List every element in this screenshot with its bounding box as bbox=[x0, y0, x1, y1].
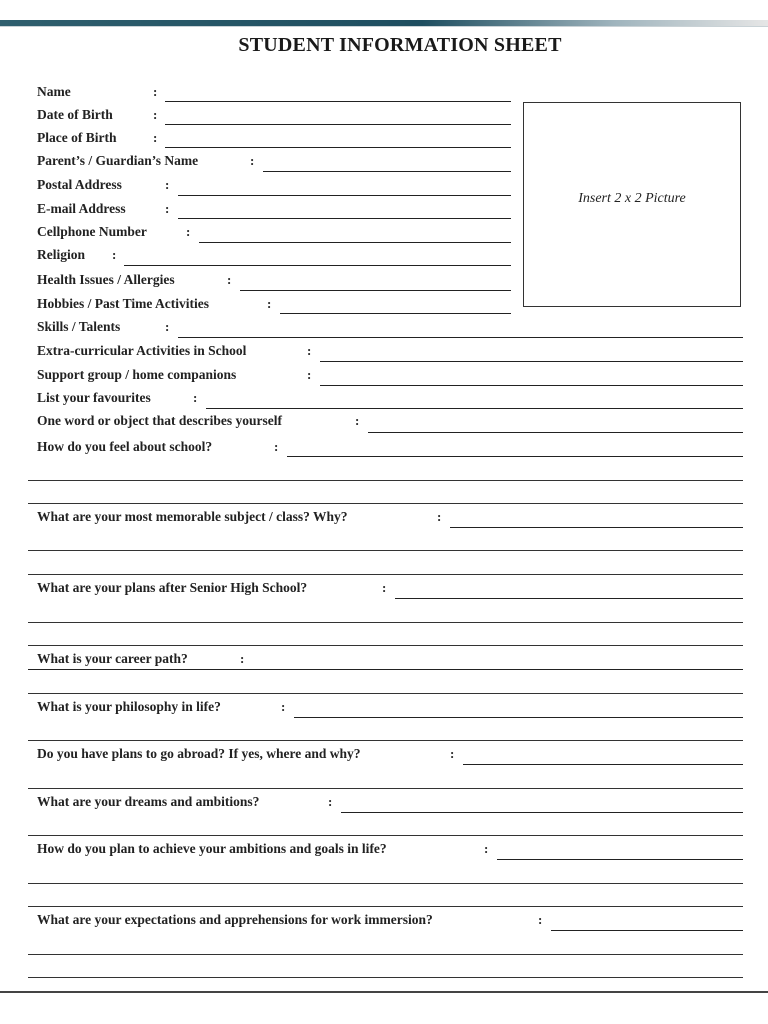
field-colon: : bbox=[227, 272, 232, 287]
question-label: What is your philosophy in life? bbox=[37, 699, 221, 714]
answer-line[interactable] bbox=[463, 764, 743, 765]
page-title: STUDENT INFORMATION SHEET bbox=[238, 34, 562, 56]
field-colon: : bbox=[307, 343, 312, 358]
field-label: List your favourites bbox=[37, 390, 151, 405]
answer-line[interactable] bbox=[28, 906, 743, 907]
field-label: Skills / Talents bbox=[37, 319, 121, 334]
field-label: Parent’s / Guardian’s Name bbox=[37, 153, 199, 168]
question-colon: : bbox=[240, 651, 245, 666]
email-address-input-line[interactable] bbox=[178, 218, 511, 219]
health-issues-input-line[interactable] bbox=[240, 290, 511, 291]
field-colon: : bbox=[153, 107, 158, 122]
field-label: Name bbox=[37, 84, 71, 99]
field-label: Extra-curricular Activities in School bbox=[37, 343, 247, 358]
header-accent-rule bbox=[0, 26, 768, 27]
field-colon: : bbox=[165, 201, 170, 216]
skills-input-line[interactable] bbox=[178, 337, 743, 338]
question-label: How do you plan to achieve your ambitions and goals in life? bbox=[37, 841, 387, 856]
support-group-input-line[interactable] bbox=[320, 385, 743, 386]
answer-line[interactable] bbox=[28, 883, 743, 884]
field-label: One word or object that describes yourself bbox=[37, 413, 282, 428]
answer-line[interactable] bbox=[28, 622, 743, 623]
question-colon: : bbox=[450, 746, 455, 761]
question-colon: : bbox=[484, 841, 489, 856]
favourites-input-line[interactable] bbox=[206, 408, 743, 409]
question-colon: : bbox=[538, 912, 543, 927]
photo-placeholder-text: Insert 2 x 2 Picture bbox=[578, 191, 686, 206]
name-input-line[interactable] bbox=[165, 101, 511, 102]
answer-line[interactable] bbox=[28, 788, 743, 789]
guardian-name-input-line[interactable] bbox=[263, 171, 511, 172]
field-colon: : bbox=[186, 224, 191, 239]
answer-line[interactable] bbox=[28, 669, 743, 670]
answer-line[interactable] bbox=[497, 859, 743, 860]
answer-line[interactable] bbox=[28, 574, 743, 575]
question-label: What are your most memorable subject / class? Why? bbox=[37, 509, 348, 524]
field-label: Postal Address bbox=[37, 177, 122, 192]
answer-line[interactable] bbox=[28, 740, 743, 741]
answer-line[interactable] bbox=[551, 930, 743, 931]
field-colon: : bbox=[165, 319, 170, 334]
field-label: Cellphone Number bbox=[37, 224, 147, 239]
answer-line[interactable] bbox=[395, 598, 743, 599]
field-label: Place of Birth bbox=[37, 130, 117, 145]
question-label: What are your plans after Senior High School? bbox=[37, 580, 308, 595]
field-label: Date of Birth bbox=[37, 107, 113, 122]
question-label: What are your dreams and ambitions? bbox=[37, 794, 260, 809]
extracurricular-input-line[interactable] bbox=[320, 361, 743, 362]
question-colon: : bbox=[437, 509, 442, 524]
field-label: Hobbies / Past Time Activities bbox=[37, 296, 209, 311]
date-of-birth-input-line[interactable] bbox=[165, 124, 511, 125]
photo-placeholder-box[interactable] bbox=[523, 102, 741, 307]
religion-input-line[interactable] bbox=[124, 265, 511, 266]
answer-line[interactable] bbox=[341, 812, 743, 813]
answer-line[interactable] bbox=[28, 645, 743, 646]
question-label: How do you feel about school? bbox=[37, 439, 213, 454]
field-colon: : bbox=[355, 413, 360, 428]
question-colon: : bbox=[382, 580, 387, 595]
field-colon: : bbox=[153, 130, 158, 145]
answer-line[interactable] bbox=[28, 550, 743, 551]
question-label: What are your expectations and apprehensions for work immersion? bbox=[37, 912, 433, 927]
field-label: Health Issues / Allergies bbox=[37, 272, 175, 287]
question-colon: : bbox=[281, 699, 286, 714]
question-label: What is your career path? bbox=[37, 651, 188, 666]
page-bottom-rule bbox=[0, 991, 768, 993]
field-label: E-mail Address bbox=[37, 201, 126, 216]
field-colon: : bbox=[193, 390, 198, 405]
question-colon: : bbox=[328, 794, 333, 809]
field-label: Religion bbox=[37, 247, 86, 262]
answer-line[interactable] bbox=[28, 503, 743, 504]
answer-line[interactable] bbox=[28, 480, 743, 481]
answer-line[interactable] bbox=[287, 456, 743, 457]
describe-yourself-input-line[interactable] bbox=[368, 432, 743, 433]
field-colon: : bbox=[267, 296, 272, 311]
field-colon: : bbox=[153, 84, 158, 99]
cellphone-number-input-line[interactable] bbox=[199, 242, 511, 243]
hobbies-input-line[interactable] bbox=[280, 313, 511, 314]
question-colon: : bbox=[274, 439, 279, 454]
place-of-birth-input-line[interactable] bbox=[165, 147, 511, 148]
question-label: Do you have plans to go abroad? If yes, where and why? bbox=[37, 746, 361, 761]
answer-line[interactable] bbox=[28, 977, 743, 978]
field-label: Support group / home companions bbox=[37, 367, 237, 382]
answer-line[interactable] bbox=[294, 717, 743, 718]
field-colon: : bbox=[307, 367, 312, 382]
answer-line[interactable] bbox=[28, 835, 743, 836]
field-colon: : bbox=[112, 247, 117, 262]
field-colon: : bbox=[165, 177, 170, 192]
field-colon: : bbox=[250, 153, 255, 168]
answer-line[interactable] bbox=[28, 954, 743, 955]
answer-line[interactable] bbox=[28, 693, 743, 694]
postal-address-input-line[interactable] bbox=[178, 195, 511, 196]
answer-line[interactable] bbox=[450, 527, 743, 528]
